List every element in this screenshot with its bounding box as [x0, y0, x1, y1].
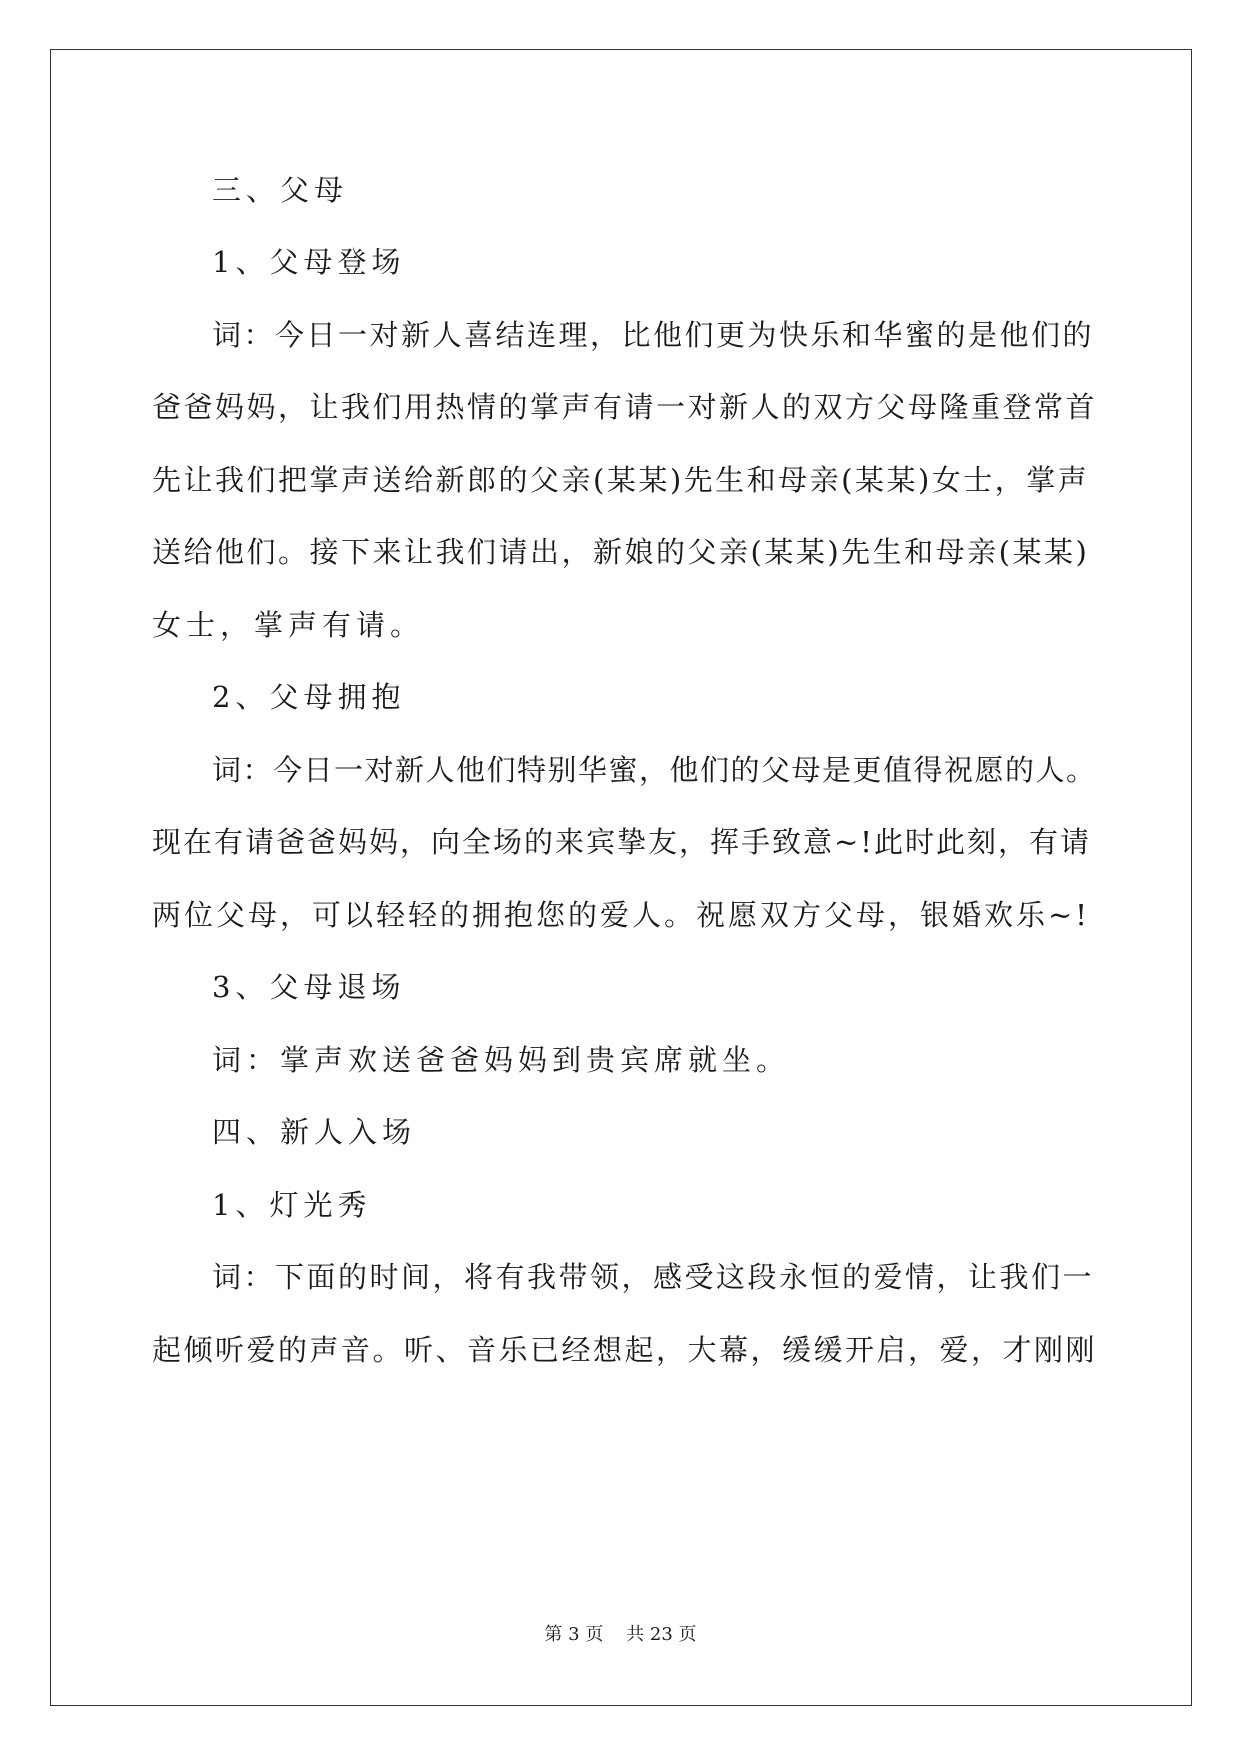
page-border [50, 49, 1192, 1706]
section-heading-couple-enter: 四、新人入场 [212, 1115, 417, 1149]
paragraph-line: 词：今日一对新人他们特别华蜜，他们的父母是更值得祝愿的人。 [212, 753, 1097, 787]
paragraph-line: 送给他们。接下来让我们请出，新娘的父亲(某某)先生和母亲(某某) [152, 535, 1090, 569]
paragraph-line: 先让我们把掌声送给新郎的父亲(某某)先生和母亲(某某)女士，掌声 [152, 463, 1090, 497]
paragraph-line: 词：掌声欢送爸爸妈妈到贵宾席就坐。 [212, 1043, 791, 1077]
paragraph-line: 爸爸妈妈，让我们用热情的掌声有请一对新人的双方父母隆重登常首 [152, 390, 1098, 424]
section-heading-parents: 三、父母 [212, 173, 349, 207]
paragraph-line: 两位父母，可以轻轻的拥抱您的爱人。祝愿双方父母，银婚欢乐~! [152, 898, 1090, 932]
subheading-parents-enter: 1、父母登场 [212, 245, 406, 279]
subheading-parents-hug: 2、父母拥抱 [212, 680, 406, 714]
subheading-light-show: 1、灯光秀 [212, 1188, 372, 1222]
paragraph-line: 女士，掌声有请。 [152, 608, 425, 642]
paragraph-line: 起倾听爱的声音。听、音乐已经想起，大幕，缓缓开启，爱，才刚刚 [152, 1333, 1098, 1367]
subheading-parents-exit: 3、父母退场 [212, 970, 406, 1004]
paragraph-line: 现在有请爸爸妈妈，向全场的来宾挚友，挥手致意~!此时此刻，有请 [152, 825, 1091, 859]
page-number-footer: 第 3 页 共 23 页 [544, 1624, 697, 1645]
paragraph-line: 词：今日一对新人喜结连理，比他们更为快乐和华蜜的是他们的 [212, 318, 1095, 352]
paragraph-line: 词：下面的时间，将有我带领，感受这段永恒的爱情，让我们一 [212, 1260, 1095, 1294]
